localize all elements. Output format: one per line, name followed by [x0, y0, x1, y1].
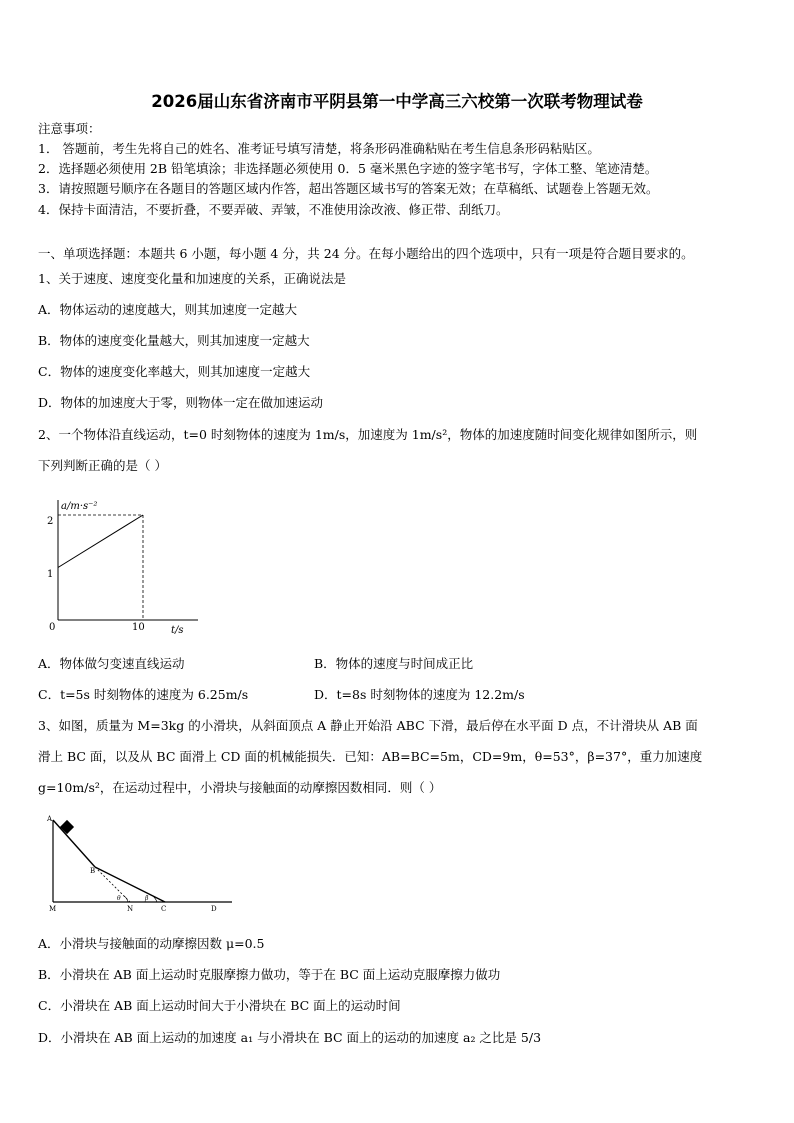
slider-block: [60, 820, 74, 834]
notice-item-3: 3．请按照题号顺序在各题目的答题区域内作答，超出答题区域书写的答案无效；在草稿纸、试题卷上答题无效。: [38, 181, 659, 196]
q3-option-a: A．小滑块与接触面的动摩擦因数 μ=0.5: [38, 936, 265, 951]
q2-option-d: D．t=8s 时刻物体的速度为 12.2m/s: [314, 687, 525, 702]
q2-option-b: B．物体的速度与时间成正比: [314, 656, 474, 671]
ytick-label-1: 1: [47, 569, 54, 580]
q1-option-b: B．物体的速度变化量越大，则其加速度一定越大: [38, 333, 310, 348]
q2-option-a: A．物体做匀变速直线运动: [38, 656, 185, 671]
label-a: A: [47, 815, 53, 823]
label-d: D: [211, 905, 217, 913]
section-heading: 一、单项选择题：本题共 6 小题，每小题 4 分，共 24 分。在每小题给出的四个选项中，只有一项是符合题目要求的。: [38, 246, 694, 261]
page-title: 2026届山东省济南市平阴县第一中学高三六校第一次联考物理试卷: [151, 92, 643, 111]
label-theta: θ: [117, 895, 121, 902]
q3-option-c: C．小滑块在 AB 面上运动时间大于小滑块在 BC 面上的运动时间: [38, 998, 401, 1013]
q2-stem-line2: 下列判断正确的是（ ）: [38, 458, 167, 473]
q2-option-c: C．t=5s 时刻物体的速度为 6.25m/s: [38, 687, 249, 702]
xtick-label-10: 10: [132, 622, 145, 633]
q1-option-d: D．物体的加速度大于零，则物体一定在做加速运动: [38, 395, 324, 410]
label-n: N: [127, 905, 134, 913]
notice-item-1: 1． 答题前，考生先将自己的姓名、准考证号填写清楚，将条形码准确粘贴在考生信息条形码粘贴区。: [38, 141, 600, 156]
incline-bc: [95, 867, 165, 902]
q3-option-d: D．小滑块在 AB 面上运动的加速度 a₁ 与小滑块在 BC 面上的运动的加速度 a₂ 之比是 5/3: [38, 1030, 542, 1045]
notice-item-4: 4．保持卡面清洁，不要折叠，不要弄破、弄皱，不准使用涂改液、修正带、刮纸刀。: [38, 202, 509, 217]
q3-stem-line3: g=10m/s²，在运动过程中，小滑块与接触面的动摩擦因数相同．则（ ）: [38, 780, 442, 795]
q3-option-b: B．小滑块在 AB 面上运动时克服摩擦力做功，等于在 BC 面上运动克服摩擦力做功: [38, 967, 501, 982]
x-axis-label: t/s: [171, 625, 184, 636]
q2-acceleration-graph: [38, 492, 208, 642]
q1-stem: 1、关于速度、速度变化量和加速度的关系，正确说法是: [38, 271, 346, 286]
graph-axes: [58, 500, 198, 620]
q3-stem-line1: 3、如图，质量为 M=3kg 的小滑块，从斜面顶点 A 静止开始沿 ABC 下滑，最后停在水平面 D 点，不计滑块从 AB 面: [38, 718, 698, 733]
label-beta: β: [145, 895, 149, 902]
label-b: B: [90, 867, 96, 875]
ytick-label-2: 2: [47, 516, 54, 527]
label-c: C: [161, 905, 167, 913]
label-m: M: [49, 905, 57, 913]
q3-incline-figure: [40, 812, 240, 917]
acceleration-line: [58, 515, 143, 568]
q1-option-a: A．物体运动的速度越大，则其加速度一定越大: [38, 302, 298, 317]
notice-heading: 注意事项：: [38, 121, 101, 136]
origin-label: 0: [49, 622, 56, 633]
y-axis-label: a/m·s⁻²: [61, 501, 98, 512]
q3-stem-line2: 滑上 BC 面，以及从 BC 面滑上 CD 面的机械能损失．已知：AB=BC=5m，CD=9m，θ=53°，β=37°，重力加速度: [38, 749, 703, 764]
notice-item-2: 2．选择题必须使用 2B 铅笔填涂；非选择题必须使用 0．5 毫米黑色字迹的签字笔书写，字体工整、笔迹清楚。: [38, 161, 658, 176]
q1-option-c: C．物体的速度变化率越大，则其加速度一定越大: [38, 364, 311, 379]
q2-stem-line1: 2、一个物体沿直线运动，t=0 时刻物体的速度为 1m/s，加速度为 1m/s²，物体的加速度随时间变化规律如图所示，则: [38, 427, 698, 442]
